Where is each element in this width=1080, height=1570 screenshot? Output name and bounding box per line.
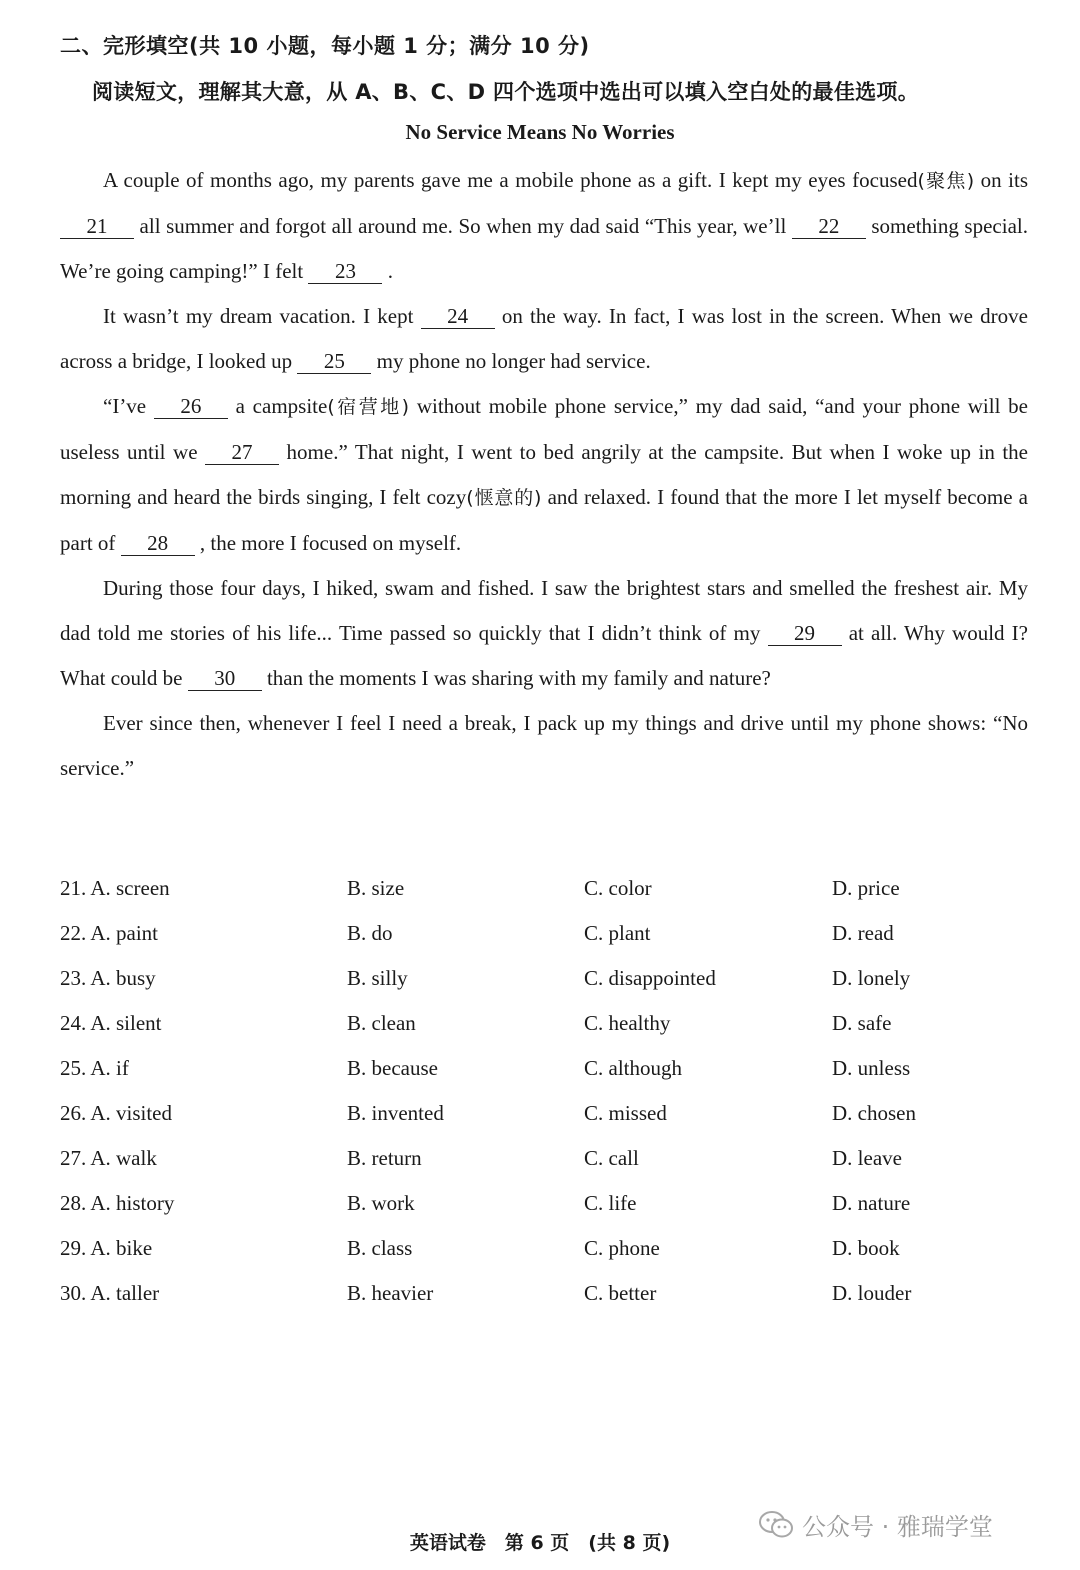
paragraph-4: During those four days, I hiked, swam and fished. I saw the brightest stars and smelled the freshest air. My dad told me stories of his life... Time passed so quickly that I didn’t think of my 29 at all. Why would I? What could be 30 than the moments I was sharing with my family and nature? (60, 576, 1028, 690)
blank-30: 30 (188, 666, 262, 691)
blank-25: 25 (297, 349, 371, 374)
option-row: 26. A. visited B. invented C. missed D. chosen (60, 1101, 916, 1125)
option-row: 23. A. busy B. silly C. disappointed D. lonely (60, 966, 911, 990)
page-footer: 英语试卷 第 6 页 (共 8 页) (409, 1532, 671, 1554)
paragraph-3: “I’ve 26 a campsite(宿营地) without mobile phone service,” my dad said, “and your phone will be useless until we 27 home.” That night, I went to bed angrily at the campsite. But when I woke up in the morning and heard the birds singing, I felt cozy(惬意的) and relaxed. I found that the more I let myself become a part of 28 , the more I focused on myself. (60, 394, 1029, 555)
blank-22: 22 (792, 214, 866, 239)
passage-title: No Service Means No Worries (405, 120, 675, 144)
blank-24: 24 (421, 304, 495, 329)
blank-26: 26 (154, 394, 228, 419)
option-row: 30. A. taller B. heavier C. better D. louder (60, 1281, 912, 1305)
blank-28: 28 (121, 531, 195, 556)
blank-23: 23 (308, 259, 382, 284)
options-list (60, 876, 1040, 1326)
option-row: 29. A. bike B. class C. phone D. book (60, 1236, 900, 1260)
option-row: 21. A. screen B. size C. color D. price (60, 876, 900, 900)
blank-21: 21 (60, 214, 134, 239)
paragraph-2: It wasn’t my dream vacation. I kept 24 on the way. In fact, I was lost in the screen. When we drove across a bridge, I looked up 25 my phone no longer had service. (60, 304, 1028, 373)
paragraph-5: Ever since then, whenever I feel I need a break, I pack up my things and drive until my phone shows: “No service.” (60, 711, 1028, 780)
section-title: 二、完形填空(共 10 小题，每小题 1 分；满分 10 分) (60, 34, 590, 58)
blank-29: 29 (768, 621, 842, 646)
option-row: 24. A. silent B. clean C. healthy D. safe (60, 1011, 892, 1035)
section-instruction: 阅读短文，理解其大意，从 A、B、C、D 四个选项中选出可以填入空白处的最佳选项。 (92, 80, 920, 104)
option-row: 25. A. if B. because C. although D. unless (60, 1056, 911, 1080)
option-row: 27. A. walk B. return C. call D. leave (60, 1146, 902, 1170)
passage-body (60, 158, 1028, 791)
option-row: 22. A. paint B. do C. plant D. read (60, 921, 894, 945)
paragraph-1: A couple of months ago, my parents gave me a mobile phone as a gift. I kept my eyes focused(聚焦) on its 21 all summer and forgot all around me. So when my dad said “This year, we’ll 22 something special. We’re going camping!” I felt 23 . (60, 168, 1029, 283)
option-row: 28. A. history B. work C. life D. nature (60, 1191, 911, 1215)
watermark-text: 公众号 · 雅瑞学堂 (802, 1513, 993, 1541)
blank-27: 27 (205, 440, 279, 465)
